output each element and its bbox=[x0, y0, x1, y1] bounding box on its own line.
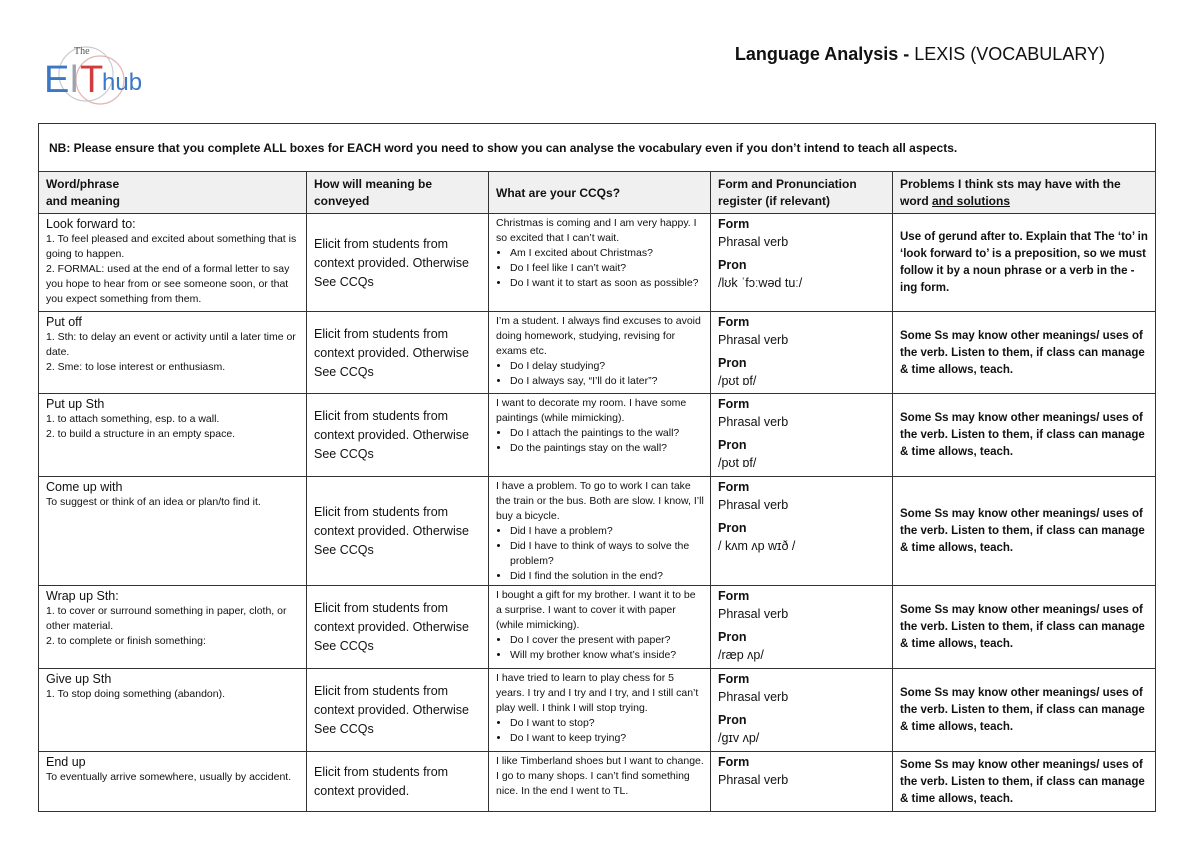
word-phrase: Give up Sth bbox=[46, 672, 112, 686]
pron-label: Pron bbox=[718, 630, 747, 644]
ccq-item: • Do I always say, “I’ll do it later”? bbox=[510, 374, 704, 389]
ccq-item: • Am I excited about Christmas? bbox=[510, 246, 704, 261]
ccq-list bbox=[496, 359, 704, 389]
ccq-item: • Do I attach the paintings to the wall? bbox=[510, 426, 704, 441]
ccq-item: • Will my brother know what’s inside? bbox=[510, 648, 704, 663]
col-header-problems-underlined: and solutions bbox=[932, 194, 1010, 208]
ccq-item: • Do I want it to start as soon as possible? bbox=[510, 276, 704, 291]
word-meaning: To eventually arrive somewhere, usually by accident. bbox=[46, 771, 292, 783]
document-title bbox=[650, 44, 1105, 65]
table-row bbox=[39, 669, 1156, 752]
pron-label: Pron bbox=[718, 521, 747, 535]
form-pron-cell bbox=[711, 669, 893, 752]
title-suffix: LEXIS (VOCABULARY) bbox=[914, 44, 1105, 64]
table-row bbox=[39, 477, 1156, 586]
ccq-cell bbox=[489, 477, 711, 586]
conveyed-cell: Elicit from students from context provided. Otherwise See CCQs bbox=[307, 394, 489, 477]
problems-cell: Some Ss may know other meanings/ uses of the verb. Listen to them, if class can manage & time allows, teach. bbox=[893, 477, 1156, 586]
pron-value: / kʌm ʌp wɪð / bbox=[718, 539, 796, 553]
col-header-word-line1: Word/phrase bbox=[46, 177, 120, 191]
logo-hub-text: hub bbox=[102, 69, 143, 96]
ccq-item: • Do the paintings stay on the wall? bbox=[510, 441, 704, 456]
pron-value: /pʊt ɒf/ bbox=[718, 456, 757, 470]
lexis-analysis-table bbox=[38, 123, 1156, 812]
form-label: Form bbox=[718, 480, 750, 494]
conveyed-cell: Elicit from students from context provided. bbox=[307, 752, 489, 812]
problems-cell: Some Ss may know other meanings/ uses of the verb. Listen to them, if class can manage & time allows, teach. bbox=[893, 312, 1156, 394]
header-row bbox=[39, 172, 1156, 214]
pron-value: /pʊt ɒf/ bbox=[718, 374, 757, 388]
pron-value: /lʊk ˈfɔːwəd tuː/ bbox=[718, 276, 803, 290]
ccq-item: • Did I have to think of ways to solve the problem? bbox=[510, 539, 704, 569]
word-cell bbox=[39, 586, 307, 669]
ccq-cell bbox=[489, 586, 711, 669]
title-prefix: Language Analysis - bbox=[734, 44, 915, 64]
col-header-problems-text: Problems I think sts may have with the word bbox=[900, 177, 1121, 208]
col-header-form: Form and Pronunciation register (if relevant) bbox=[711, 172, 893, 214]
note-row bbox=[39, 124, 1156, 172]
elt-hub-logo bbox=[40, 40, 150, 110]
form-label: Form bbox=[718, 315, 750, 329]
table-row bbox=[39, 586, 1156, 669]
pron-label: Pron bbox=[718, 713, 747, 727]
word-cell bbox=[39, 752, 307, 812]
ccq-cell bbox=[489, 312, 711, 394]
col-header-conveyed: How will meaning be conveyed bbox=[307, 172, 489, 214]
logo-e-letter: E bbox=[44, 59, 70, 101]
ccq-context: I have a problem. To go to work I can take the train or the bus. Both are slow. I know, I’ll buy a bicycle. bbox=[496, 480, 704, 522]
word-meaning: 1. To stop doing something (abandon). bbox=[46, 688, 226, 700]
conveyed-cell: Elicit from students from context provided. Otherwise See CCQs bbox=[307, 214, 489, 312]
ccq-context: I like Timberland shoes but I want to change. I go to many shops. I can’t find something nice. In the end I went to TL. bbox=[496, 755, 704, 797]
ccq-context: I have tried to learn to play chess for 5 years. I try and I try and I try, and I still can’t play well. I think I will stop trying. bbox=[496, 672, 699, 714]
word-cell bbox=[39, 669, 307, 752]
ccq-cell bbox=[489, 669, 711, 752]
form-label: Form bbox=[718, 397, 750, 411]
word-meaning: 1. to attach something, esp. to a wall. bbox=[46, 413, 220, 425]
word-phrase: Come up with bbox=[46, 480, 123, 494]
ccq-item: • Do I cover the present with paper? bbox=[510, 633, 704, 648]
ccq-list bbox=[496, 426, 704, 456]
pron-label: Pron bbox=[718, 356, 747, 370]
form-label: Form bbox=[718, 589, 750, 603]
form-pron-cell bbox=[711, 394, 893, 477]
form-pron-cell bbox=[711, 752, 893, 812]
word-cell bbox=[39, 394, 307, 477]
form-label: Form bbox=[718, 217, 750, 231]
ccq-item: • Did I have a problem? bbox=[510, 524, 704, 539]
form-value: Phrasal verb bbox=[718, 415, 789, 429]
ccq-cell bbox=[489, 214, 711, 312]
word-phrase: Put up Sth bbox=[46, 397, 105, 411]
form-label: Form bbox=[718, 672, 750, 686]
col-header-word bbox=[39, 172, 307, 214]
table-row bbox=[39, 214, 1156, 312]
logo-t-letter: T bbox=[80, 59, 104, 101]
form-value: Phrasal verb bbox=[718, 607, 789, 621]
instruction-note: NB: Please ensure that you complete ALL boxes for EACH word you need to show you can analyse the vocabulary even if you don’t intend to teach all aspects. bbox=[39, 124, 1156, 172]
ccq-context: I bought a gift for my brother. I want it to be a surprise. I want to cover it with paper (while mimicking). bbox=[496, 589, 696, 631]
problems-cell: Use of gerund after to. Explain that The ‘to’ in ‘look forward to’ is a preposition, so we must follow it by a noun phrase or a verb in the -ing form. bbox=[893, 214, 1156, 312]
word-rows bbox=[39, 214, 1156, 812]
word-phrase: End up bbox=[46, 755, 86, 769]
problems-cell: Some Ss may know other meanings/ uses of the verb. Listen to them, if class can manage & time allows, teach. bbox=[893, 752, 1156, 812]
form-pron-cell bbox=[711, 586, 893, 669]
logo-l-letter: l bbox=[70, 59, 79, 101]
conveyed-cell: Elicit from students from context provided. Otherwise See CCQs bbox=[307, 586, 489, 669]
form-label: Form bbox=[718, 755, 750, 769]
logo-the-text: The bbox=[74, 46, 90, 57]
ccq-item: • Do I want to stop? bbox=[510, 716, 704, 731]
word-cell bbox=[39, 214, 307, 312]
word-meaning: 2. to build a structure in an empty space. bbox=[46, 428, 236, 440]
word-cell bbox=[39, 477, 307, 586]
word-meaning: 2. FORMAL: used at the end of a formal letter to say you hope to hear from or see someone soon, or that you expect something from them. bbox=[46, 263, 290, 305]
pron-value: /ræp ʌp/ bbox=[718, 648, 764, 662]
word-meaning: 2. Sme: to lose interest or enthusiasm. bbox=[46, 361, 226, 373]
conveyed-cell: Elicit from students from context provided. Otherwise See CCQs bbox=[307, 669, 489, 752]
conveyed-cell: Elicit from students from context provided. Otherwise See CCQs bbox=[307, 477, 489, 586]
word-cell bbox=[39, 312, 307, 394]
conveyed-cell: Elicit from students from context provided. Otherwise See CCQs bbox=[307, 312, 489, 394]
problems-cell: Some Ss may know other meanings/ uses of the verb. Listen to them, if class can manage & time allows, teach. bbox=[893, 669, 1156, 752]
word-phrase: Put off bbox=[46, 315, 82, 329]
pron-label: Pron bbox=[718, 438, 747, 452]
word-meaning: To suggest or think of an idea or plan/to find it. bbox=[46, 496, 261, 508]
pron-label: Pron bbox=[718, 258, 747, 272]
col-header-word-line2: and meaning bbox=[46, 194, 121, 208]
word-meaning: 1. To feel pleased and excited about something that is going to happen. bbox=[46, 233, 297, 260]
ccq-context: I want to decorate my room. I have some paintings (while mimicking). bbox=[496, 397, 687, 424]
ccq-item: • Did I find the solution in the end? bbox=[510, 569, 704, 584]
form-pron-cell bbox=[711, 477, 893, 586]
form-value: Phrasal verb bbox=[718, 498, 789, 512]
form-pron-cell bbox=[711, 312, 893, 394]
form-value: Phrasal verb bbox=[718, 690, 789, 704]
form-value: Phrasal verb bbox=[718, 235, 789, 249]
table-row bbox=[39, 312, 1156, 394]
problems-cell: Some Ss may know other meanings/ uses of the verb. Listen to them, if class can manage & time allows, teach. bbox=[893, 586, 1156, 669]
table-row bbox=[39, 752, 1156, 812]
pron-value: /gɪv ʌp/ bbox=[718, 731, 760, 745]
ccq-list bbox=[496, 633, 704, 663]
ccq-list bbox=[496, 716, 704, 746]
form-value: Phrasal verb bbox=[718, 773, 789, 787]
word-meaning: 2. to complete or finish something: bbox=[46, 635, 206, 647]
form-pron-cell bbox=[711, 214, 893, 312]
col-header-ccqs: What are your CCQs? bbox=[489, 172, 711, 214]
ccq-context: Christmas is coming and I am very happy. I so excited that I can’t wait. bbox=[496, 217, 697, 244]
word-meaning: 1. Sth: to delay an event or activity until a later time or date. bbox=[46, 331, 296, 358]
col-header-problems bbox=[893, 172, 1156, 214]
word-phrase: Wrap up Sth: bbox=[46, 589, 119, 603]
ccq-cell bbox=[489, 752, 711, 812]
ccq-list bbox=[496, 524, 704, 584]
ccq-cell bbox=[489, 394, 711, 477]
ccq-item: • Do I feel like I can’t wait? bbox=[510, 261, 704, 276]
ccq-item: • Do I delay studying? bbox=[510, 359, 704, 374]
ccq-context: I’m a student. I always find excuses to avoid doing homework, studying, revising for exams etc. bbox=[496, 315, 701, 357]
ccq-item: • Do I want to keep trying? bbox=[510, 731, 704, 746]
table-row bbox=[39, 394, 1156, 477]
word-meaning: 1. to cover or surround something in paper, cloth, or other material. bbox=[46, 605, 287, 632]
problems-cell: Some Ss may know other meanings/ uses of the verb. Listen to them, if class can manage & time allows, teach. bbox=[893, 394, 1156, 477]
ccq-list bbox=[496, 246, 704, 291]
word-phrase: Look forward to: bbox=[46, 217, 136, 231]
form-value: Phrasal verb bbox=[718, 333, 789, 347]
